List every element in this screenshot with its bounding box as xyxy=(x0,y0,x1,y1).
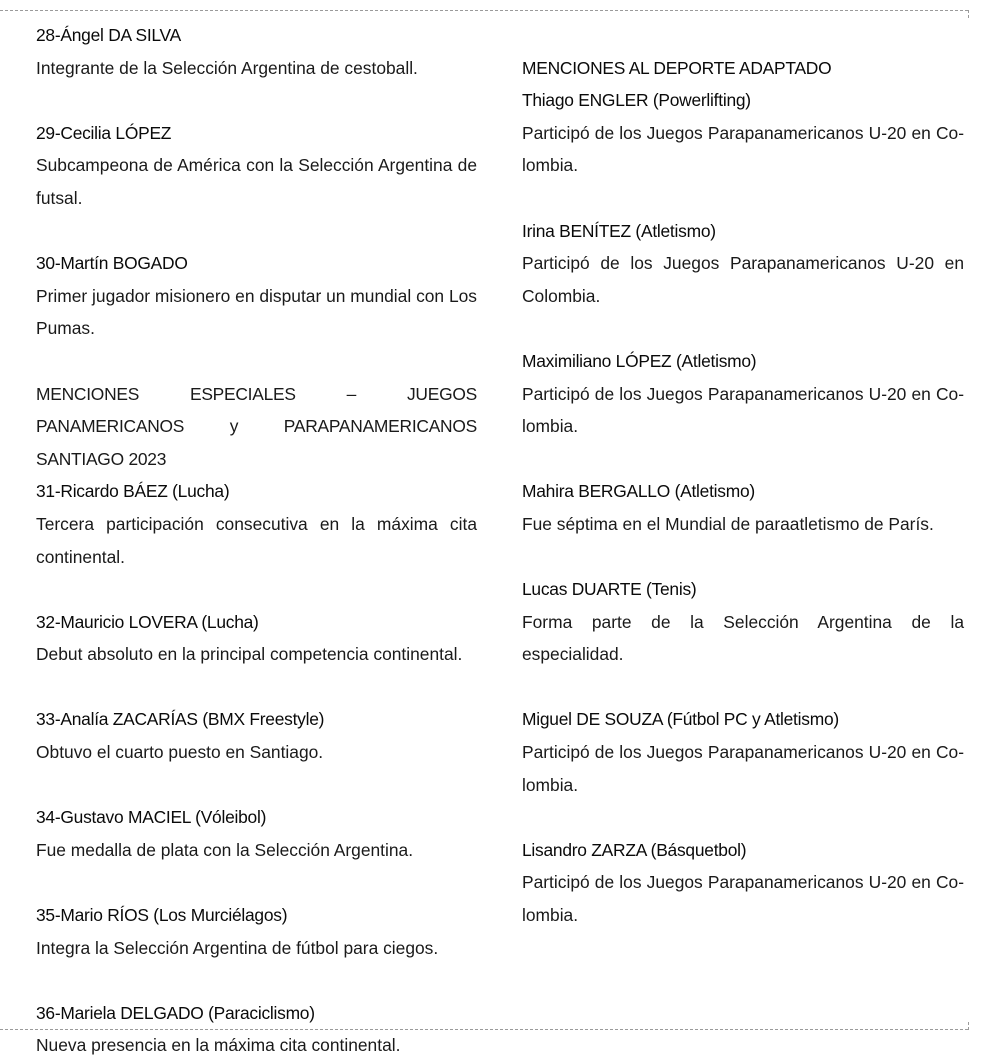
entry-description: Fue séptima en el Mundial de paraatletismo de París. xyxy=(522,513,934,534)
entry-description: Subcampeona de América con la Selección Argentina de futsal. xyxy=(36,155,477,208)
entry-description: Participó de los Juegos Parapanamericanos U-20 en Co-lombia. xyxy=(522,122,964,176)
entry-name: Lucas DUARTE (Tenis) xyxy=(522,579,697,600)
top-dashed-rule xyxy=(0,10,968,11)
entry-name: Mahira BERGALLO (Atletismo) xyxy=(522,481,755,502)
entry-name: 33-Analía ZACARÍAS (BMX Freestyle) xyxy=(36,709,325,730)
entry-description: Forma parte de la Selección Argentina de la especialidad. xyxy=(522,611,964,665)
entry-description: Primer jugador misionero en disputar un mundial con Los Pumas. xyxy=(36,285,477,339)
entry-description: Participó de los Juegos Parapanamericanos U-20 en Colombia. xyxy=(522,253,964,306)
mention-entry-31 xyxy=(36,475,477,573)
adapted-sport-heading: MENCIONES AL DEPORTE ADAPTADO xyxy=(522,57,832,78)
mention-entry-35 xyxy=(36,899,477,964)
entry-name: 29-Cecilia LÓPEZ xyxy=(36,122,172,143)
right-column xyxy=(522,19,964,932)
entry-description: Integra la Selección Argentina de fútbol para ciegos. xyxy=(36,937,439,958)
entry-name: 34-Gustavo MACIEL (Vóleibol) xyxy=(36,807,267,828)
adapted-entry-de-souza xyxy=(522,703,964,801)
mention-entry-34 xyxy=(36,801,477,866)
entry-name: Thiago ENGLER (Powerlifting) xyxy=(522,90,751,111)
bottom-corner-mark xyxy=(968,1022,969,1030)
entry-name: Maximiliano LÓPEZ (Atletismo) xyxy=(522,350,757,371)
entry-description: Integrante de la Selección Argentina de cestoball. xyxy=(36,57,418,78)
entry-name: 36-Mariela DELGADO (Paraciclismo) xyxy=(36,1002,315,1023)
entry-name: 30-Martín BOGADO xyxy=(36,253,188,274)
entry-name: 31-Ricardo BÁEZ (Lucha) xyxy=(36,481,230,502)
entry-description: Debut absoluto en la principal competencia continental. xyxy=(36,644,463,665)
bottom-dashed-rule xyxy=(0,1029,968,1030)
mention-entry-28 xyxy=(36,19,477,84)
entry-name: Miguel DE SOUZA (Fútbol PC y Atletismo) xyxy=(522,709,839,730)
entry-description: Fue medalla de plata con la Selección Argentina. xyxy=(36,839,414,860)
entry-description: Obtuvo el cuarto puesto en Santiago. xyxy=(36,742,324,763)
adapted-entry-bergallo xyxy=(522,475,964,540)
mention-entry-29 xyxy=(36,117,477,215)
entry-description: Nueva presencia en la máxima cita continental. xyxy=(36,1035,401,1056)
special-mentions-heading: MENCIONES ESPECIALES – JUEGOS PANAMERICANOS y PARAPANAMERICANOS SANTIAGO 2023 xyxy=(36,383,477,469)
entry-description: Tercera participación consecutiva en la máxima cita continental. xyxy=(36,513,477,567)
adapted-entry-benitez xyxy=(522,215,964,313)
left-column xyxy=(36,19,477,1062)
mention-entry-33 xyxy=(36,703,477,768)
entry-name: 35-Mario RÍOS (Los Murciélagos) xyxy=(36,905,288,926)
entry-description: Participó de los Juegos Parapanamericanos U-20 en Co-lombia. xyxy=(522,872,964,926)
entry-name: Lisandro ZARZA (Básquetbol) xyxy=(522,839,747,860)
top-corner-mark xyxy=(968,10,969,18)
mention-entry-30 xyxy=(36,247,477,345)
entry-name: 28-Ángel DA SILVA xyxy=(36,25,181,45)
adapted-entry-zarza xyxy=(522,834,964,932)
entry-name: 32-Mauricio LOVERA (Lucha) xyxy=(36,611,259,632)
adapted-entry-engler xyxy=(522,84,964,182)
entry-description: Participó de los Juegos Parapanamericanos U-20 en Co-lombia. xyxy=(522,742,964,795)
adapted-entry-duarte xyxy=(522,573,964,671)
adapted-entry-lopez xyxy=(522,345,964,443)
entry-name: Irina BENÍTEZ (Atletismo) xyxy=(522,220,716,241)
entry-description: Participó de los Juegos Parapanamericanos U-20 en Co-lombia. xyxy=(522,383,964,437)
mention-entry-32 xyxy=(36,606,477,671)
